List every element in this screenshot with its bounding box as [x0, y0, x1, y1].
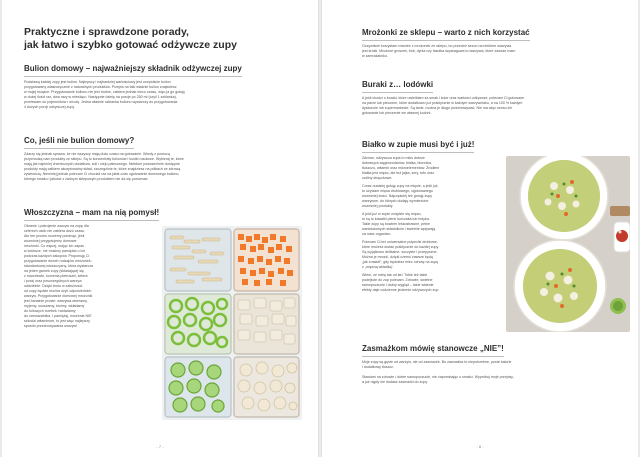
section-text-wloszczyzna: Obranie i pokrojenie warzyw na zupę dla czterech osób nie zabiera dużo czasu. Ale ten proces możemy pominąć, jeśli wcześniej przygotujemy domowe mrożonki. Co więcej, mając ich zapas w lodówce, nie musimy pamiętać o ich podczas każdych zakupów. Proponuję Ci przygotowanie dwóch rodzajów mrożonek: standardowej włoszczyzny, która wystarcza na jeden garnek zupy (składającej się z marchewki, korzenia pietruszki, selera i pora) oraz poszczególnych warzyw oddzielnie. Dzięki temu w zależności od zupy będzie można użyć odpowiednich warzyw. Przygotowanie domowej mrożonki jest banalnie proste: warzywa obieramy, myjemy, osuszamy, kroimy, wkładamy do foliowych torebek i wkładamy do zamrażalnika. I pamiętaj, mrożenie NIE szkodzi witaminom, to jest więc najlepszy sposób przechowywania warzyw! — [24, 224, 94, 328]
section-heading-wloszczyzna: Włoszczyzna – mam na nią pomysł! — [24, 208, 159, 221]
soup-bowls-photo — [506, 156, 630, 332]
page-number-right: - 8 - — [476, 444, 484, 449]
section-text-zasmazka: Moje zupy są gęste od warzyw, nie od zasmażek. Bo zasmażka to niepotrzebne, puste kalorie i dodatkowy tłuszcz. Stawiam na zdrowie i dobre samopoczucie, nie zapominając o smaku. Wypróbuj moje przepisy, a już nigdy nie dodasz zasmażki do zupy. — [362, 360, 514, 384]
section-text-buraki: A jeśli chodzi o buraki, które uwielbiam za smak i kolor oraz wartości odżywcze, polecam Ci gotowane na parze lub pieczone, które dodatkowo już praktycznie w każdym warzywniaku, a na 100 % każdym dyskoncie lub supermarkecie. Są tanie, można je długo przechowywać. Nie ma więc sensu ich gotowanie lub pieczenie we własnej kuchni. — [362, 96, 524, 115]
section-heading-bulion: Bulion domowy – najważniejszy składnik odżywczej zupy — [24, 64, 242, 77]
section-heading-buraki: Buraki z… lodówki — [362, 80, 433, 93]
frozen-vegetables-photo — [162, 226, 302, 420]
section-text-bialko: Zdrowe, odżywcza zupa to miks dobrze dobranych węglowodanów, białka, błonnika, tłuszczu, witamin oraz mikroelementów. Źródłem białka jest mięso, ale też jajka, sery, tofu oraz rośliny strączkowe. Coraz rzadziej gotuję zupy na mięsie, a jeśli już, to używam mięsa drobiowego, ugotowanego wcześniej kości. Najczęściej też gotuję zupy warzywne, do których dodaję wymienione wcześniej produkty. A jeśli już w zupie znajdzie się mięso, to są to kawałki piersi kurczaka lub indyka. Takie zupy są bowiem lekkostrawne, pełne wartościowych składników i świetnie wpływają na nasz organizm. Polecam Ci też uniwersalne pulpeciki drobiowe, które możesz dodać praktycznie do każdej zupy. Są wyjątkowo delikatne, soczyste i przepyszne. Można je mrozić, dzięki czemu zawsze będą „jak znalazł”, gdy będziesz miec ochotę na zupę z „mięsną wkładką”. Wiem, że robię tak od lat i Tobie też takie podejście do zup polecam. Zdrowie, świetne samopoczucie i dobry wygląd – takie właśnie efekty daje codzienne jedzenie odżywczych zup. — [362, 156, 440, 292]
section-heading-mrozonki: Mrożonki ze sklepu – warto z nich korzystać — [362, 28, 530, 41]
page-right — [322, 0, 638, 457]
page-left — [2, 0, 318, 457]
page-title-line-1: Praktyczne i sprawdzone porady, — [24, 26, 189, 38]
frozen-vegetables-illustration — [162, 226, 302, 420]
page-title-line-2: jak łatwo i szybko gotować odżywcze zupy — [24, 39, 237, 51]
section-heading-bialko: Białko w zupie musi być i już! — [362, 140, 474, 153]
section-text-mrozonki: Oczywiście korzystam również z mrożonek ze sklepu, bo przecież sezon na niektóre warzywa jest krótki. Mrożone groszek, bób, dynia czy fasolka szparagowa to warzywa, które zawsze mam w zamrażalniku. — [362, 44, 516, 58]
page-title — [24, 26, 237, 52]
soup-bowls-illustration — [506, 156, 630, 332]
section-text-brak-bulionu: Zdarzy się jednak sprawa, że nie wszyscy mają dużo czasu na gotowanie. Wtedy z pomocą przychodzą nam produkty ze sklepu. Są to koncentraty bulionów i kostki rosołowe. Wybieraj te, które mają jak najmniej chemicznych dodatków, soli i oleju palmowego. Niektóre powszechnie dostępne produkty mają całkiem akceptowalny skład, szczególnie te, które znajdziesz na półkach ze zdrową żywnością. Niemniej jednak polecam Ci chociaż raz na jakiś czas ugotowanie domowego bulionu, którego smaku i jakości z żadnym sklepowym produktem nie da się porównać. — [24, 152, 184, 181]
page-number-left: - 7 - — [156, 444, 164, 449]
section-text-bulion: Podstawą każdej zupy jest bulion. Najlepszy i najbardziej wartościowy jest oczywiście bulion przygotowany własnoręcznie z naturalnych produktów. Przepis na taki właśnie bulion znajdziesz w mojej książce. Przygotowanie bulionu nie jest trudne, zabiera jednak nieco czasu, więc ja go gotuję w dużej ilości raz, dwa razy w miesiącu. Następnie dzielę na porcje po 250 ml (czyli 1 szklanka), przelewam do pojemników i mrożę. Jedna właśnie szklanka bulionu wystarczy do przygotowania 4 dużych porcji odżywczej zupy. — [24, 80, 186, 109]
section-heading-brak-bulionu: Co, jeśli nie bulion domowy? — [24, 136, 134, 149]
section-heading-zasmazka: Zasmażkom mówię stanowcze „NIE”! — [362, 344, 504, 357]
